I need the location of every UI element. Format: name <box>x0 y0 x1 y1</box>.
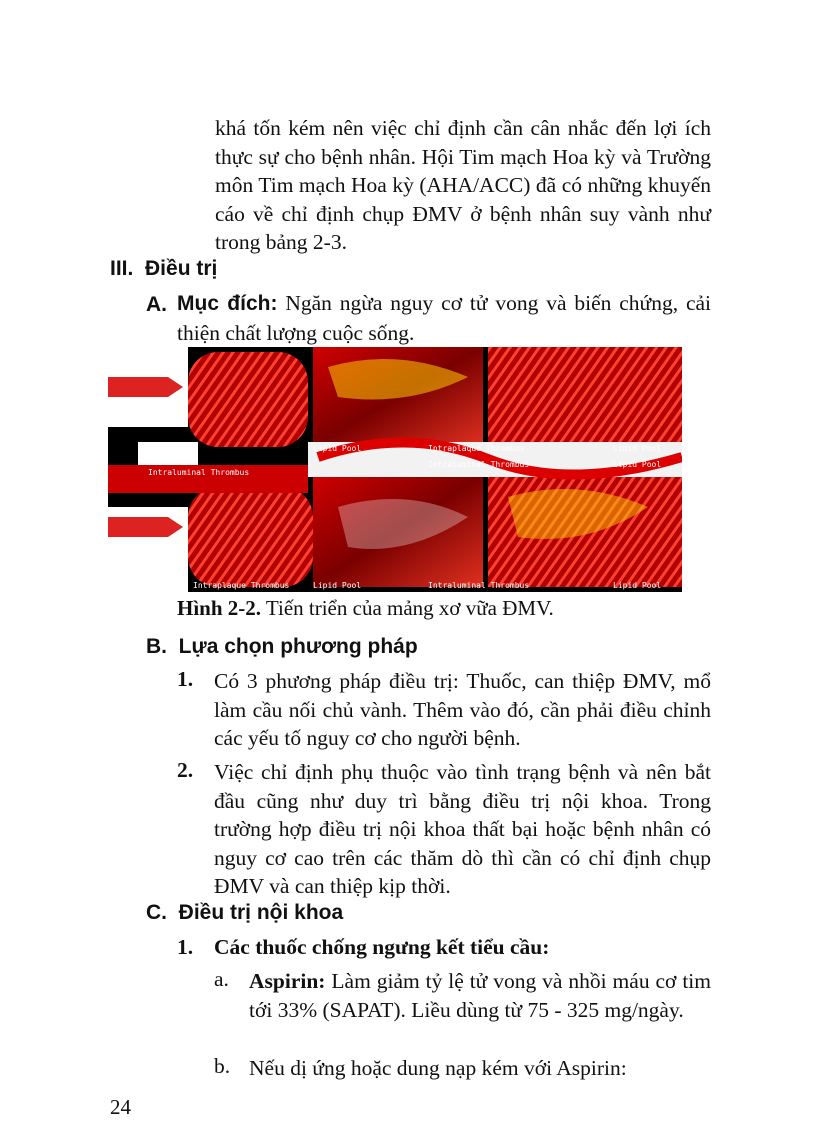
sub-item-a-text <box>249 967 711 1024</box>
figure-label-10: Lipid Pool <box>613 581 662 590</box>
intro-paragraph: khá tốn kém nên việc chỉ định cần cân nhắc đến lợi ích thực sự cho bệnh nhân. Hội Tim mạch Hoa kỳ và Trường môn Tim mạch Hoa kỳ (AHA/ACC) đã có những khuyến cáo về chỉ định chụp ĐMV ở bệnh nhân suy vành như trong bảng 2-3. <box>215 116 711 254</box>
section-c-title: Điều trị nội khoa <box>178 901 344 924</box>
figure-caption <box>177 596 554 621</box>
section-a-title: Mục đích: <box>177 292 278 315</box>
section-b-item-1-text: Có 3 phương pháp điều trị: Thuốc, can thiệp ĐMV, mổ làm cầu nối chủ vành. Thêm vào đó, cần phải điều chỉnh các yếu tố nguy cơ cho người bệnh. <box>214 669 711 750</box>
section-3-number: III. <box>110 257 134 280</box>
figure-label-3: Lipid Pool <box>613 444 662 453</box>
section-c-letter: C. <box>146 901 167 924</box>
figure-label-8: Lipid Pool <box>313 581 362 590</box>
aspirin-label: Aspirin: <box>249 969 326 993</box>
section-a-paragraph <box>177 289 711 347</box>
section-b-title: Lựa chọn phương pháp <box>178 635 418 658</box>
section-b-item-2-text: Việc chỉ định phụ thuộc vào tình trạng bệnh và nên bắt đầu cũng như duy trì bằng điều trị nội khoa. Trong trường hợp điều trị nội khoa thất bại hoặc bệnh nhân có nguy cơ cao trên các thăm dò thì cần có chỉ định chụp ĐMV và can thiệp kịp thời. <box>214 760 711 898</box>
section-3-title: Điều trị <box>145 257 218 280</box>
atherosclerosis-progression-figure <box>108 347 682 592</box>
sub-item-b-letter: b. <box>214 1054 231 1078</box>
section-b-heading <box>146 635 418 659</box>
aspirin-text: Làm giảm tỷ lệ tử vong và nhồi máu cơ tim tới 33% (SAPAT). Liều dùng từ 75 - 325 mg/ngày. <box>249 969 711 1022</box>
section-a-text: Ngăn ngừa nguy cơ tử vong và biến chứng, cải thiện chất lượng cuộc sống. <box>177 291 711 345</box>
figure-label-9: Intraluminal Thrombus <box>428 581 530 590</box>
section-c-heading <box>146 901 343 925</box>
section-c-item-1-number: 1. <box>177 935 194 959</box>
figure-label-2: Intraplaque Thrombus <box>428 444 525 453</box>
figure-caption-text: Tiến triển của mảng xơ vữa ĐMV. <box>261 596 554 620</box>
section-c-item-1-title: Các thuốc chống ngưng kết tiểu cầu: <box>214 935 550 959</box>
figure-label-4: Intraluminal Thrombus <box>148 468 250 477</box>
section-b-letter: B. <box>146 635 167 658</box>
figure-label-6: Lipid Pool <box>613 460 662 469</box>
figure-label-1: Lipid Pool <box>313 444 362 453</box>
page-number: 24 <box>110 1095 131 1119</box>
section-b-item-2-number: 2. <box>177 758 194 782</box>
figure-caption-label: Hình 2-2. <box>177 596 262 620</box>
sub-item-a-letter: a. <box>214 967 229 991</box>
section-3-heading <box>110 257 217 281</box>
figure-label-7: Intraplaque Thrombus <box>193 581 290 590</box>
section-b-item-1-number: 1. <box>177 667 194 691</box>
figure-label-5: Intraluminal Thrombus <box>428 460 530 469</box>
sub-item-b-text: Nếu dị ứng hoặc dung nạp kém với Aspirin: <box>249 1056 627 1080</box>
section-a-letter: A. <box>146 293 167 316</box>
